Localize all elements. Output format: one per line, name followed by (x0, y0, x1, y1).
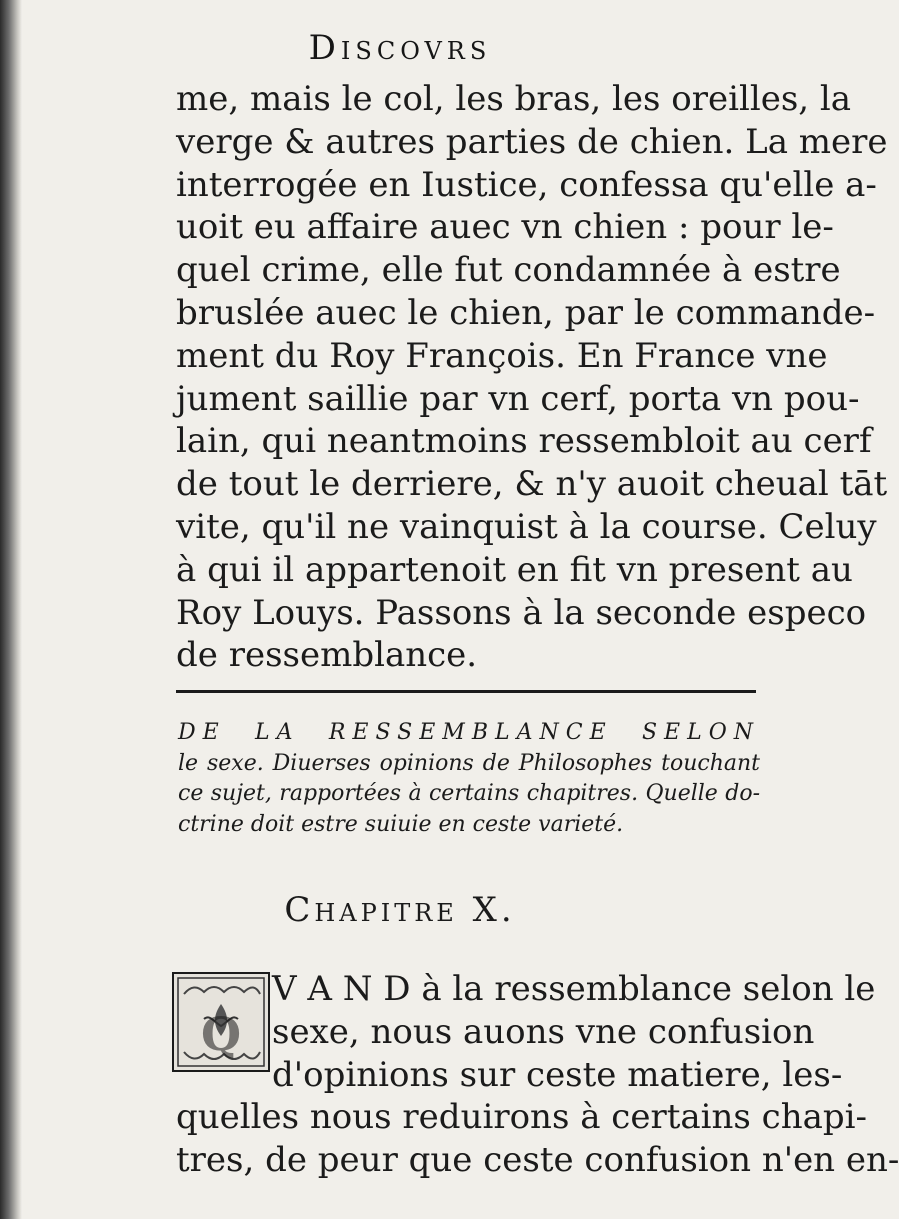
chapter-heading: Chapitre X. (284, 890, 516, 930)
text-line: me, mais le col, les bras, les oreilles, la (176, 79, 852, 119)
text-line: uoit eu affaire auec vn chien : pour le- (176, 207, 834, 248)
text-line: Roy Louys. Passons à la seconde especo (176, 592, 867, 633)
text-line: sexe, nous auons vne confusion (272, 1011, 815, 1052)
text-line: quel crime, elle fut condamnée à estre (176, 250, 841, 291)
text-line: bruslée auec le chien, par le commande- (176, 292, 876, 333)
summary-line: le sexe. Diuerses opinions de Philosophes touchant (178, 750, 760, 776)
text-line: ment du Roy François. En France vne (176, 335, 828, 376)
summary-line: ce sujet, rapportées à certains chapitres. Quelle do- (178, 781, 760, 806)
text-line: quelles nous reduirons à certains chapi- (176, 1097, 868, 1138)
summary-line: ctrine doit estre suiuie en ceste varieté. (178, 811, 624, 837)
text-line: à qui il appartenoit en fit vn present au (176, 549, 853, 590)
text-line: verge & autres parties de chien. La mere (176, 121, 888, 162)
chapter-summary (178, 718, 760, 840)
text-line: de tout le derriere, & n'y auoit cheual tāt (176, 464, 888, 505)
summary-line: DE LA RESSEMBLANCE SELON (178, 720, 760, 745)
body-text (176, 78, 888, 677)
text-line: tres, de peur que ceste confusion n'en en- (176, 1140, 899, 1181)
section-rule (176, 690, 756, 693)
text-line: vite, qu'il ne vainquist à la course. Celuy (176, 506, 877, 547)
drop-initial-letter: Q (200, 1007, 242, 1061)
text-line: de ressemblance. (176, 635, 478, 676)
text-line: lain, qui neantmoins ressembloit au cerf (176, 421, 872, 462)
running-head: Discovrs (308, 28, 492, 68)
text-line: d'opinions sur ceste matiere, les- (272, 1054, 843, 1095)
text-line: V A N D à la ressemblance selon le (272, 969, 876, 1009)
text-line: interrogée en Iustice, confessa qu'elle a- (176, 164, 877, 205)
chapter-text (176, 968, 899, 1182)
text-line: jument saillie par vn cerf, porta vn pou- (176, 378, 860, 419)
